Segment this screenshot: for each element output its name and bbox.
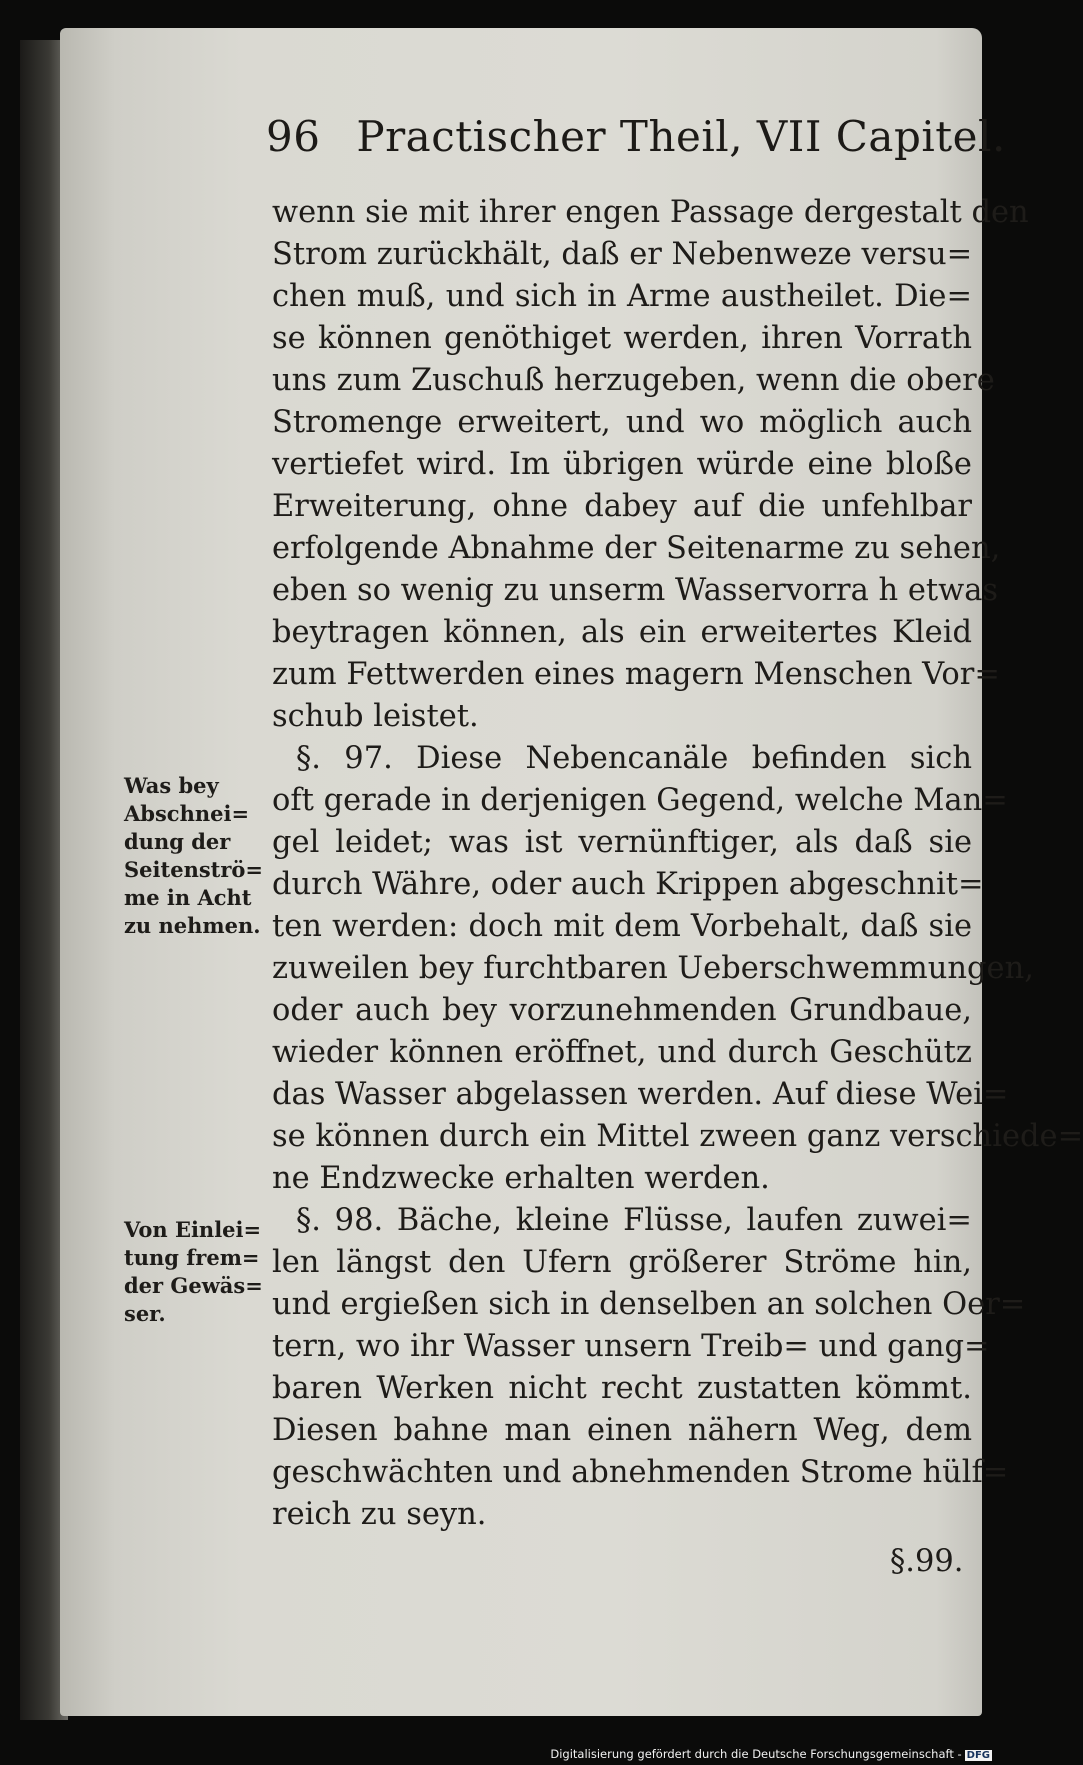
margin-note-line: Was bey [124,773,219,798]
text-line: beytragen können, als ein erweitertes Kleid [272,615,972,650]
margin-note-line: tung frem= [124,1245,260,1270]
section-97-heading-line: §. 97. Diese Nebencanäle befinden sich [296,741,972,776]
text-line: baren Werken nicht recht zustatten kömmt. [272,1371,972,1406]
text-line: und ergießen sich in denselben an solchen Oer= [272,1287,1026,1322]
text-line: erfolgende Abnahme der Seitenarme zu sehen, [272,531,1001,566]
text-line: schub leistet. [272,699,479,734]
text-line: geschwächten und abnehmenden Strome hülf= [272,1455,1009,1490]
text-line: durch Währe, oder auch Krippen abgeschnit= [272,867,984,902]
margin-note-line: ser. [124,1301,166,1326]
text-line: zum Fettwerden eines magern Menschen Vor= [272,657,1000,692]
text-line: chen muß, und sich in Arme austheilet. Die= [272,279,972,314]
credit-text: Digitalisierung gefördert durch die Deutsche Forschungsgemeinschaft - [550,1747,962,1761]
text-line: eben so wenig zu unserm Wasservorra h etwas [272,573,999,608]
margin-note-line: der Gewäs= [124,1273,263,1298]
text-line: gel leidet; was ist vernünftiger, als daß sie [272,825,972,860]
text-line: len längst den Ufern größerer Ströme hin, [272,1245,972,1280]
margin-note-line: me in Acht [124,885,252,910]
text-line: uns zum Zuschuß herzugeben, wenn die obere [272,363,995,398]
running-title: Practischer Theil, VII Capitel. [356,112,1006,161]
text-line: oder auch bey vorzunehmenden Grundbaue, [272,993,972,1028]
dfg-logo: DFG [966,1750,990,1761]
digitization-credit [550,1747,992,1761]
text-line: reich zu seyn. [272,1497,487,1532]
margin-note-line: Abschnei= [124,801,250,826]
text-line: Stromenge erweitert, und wo möglich auch [272,405,972,440]
margin-note-section-98 [124,1216,264,1328]
text-line: Strom zurückhält, daß er Nebenweze versu= [272,237,973,272]
margin-note-line: zu nehmen. [124,913,261,938]
text-line: ne Endzwecke erhalten werden. [272,1161,770,1196]
text-line: vertiefet wird. Im übrigen würde eine bloße [272,447,972,482]
text-line: Diesen bahne man einen nähern Weg, dem [272,1413,972,1448]
body-text [272,192,1083,1536]
section-98-heading-line: §. 98. Bäche, kleine Flüsse, laufen zuwei= [296,1203,972,1238]
margin-note-line: Seitenströ= [124,857,264,882]
text-line: das Wasser abgelassen werden. Auf diese Wei= [272,1077,1009,1112]
margin-note-section-97 [124,772,264,940]
catchword: §.99. [890,1544,964,1579]
text-line: tern, wo ihr Wasser unsern Treib= und gang= [272,1329,990,1364]
text-line: wieder können eröffnet, und durch Geschütz [272,1035,972,1070]
text-line: se können durch ein Mittel zween ganz verschiede= [272,1119,1083,1154]
margin-note-line: Von Einlei= [124,1217,262,1242]
text-line: Erweiterung, ohne dabey auf die unfehlbar [272,489,972,524]
page-number: 96 [266,112,321,161]
text-line: ten werden: doch mit dem Vorbehalt, daß sie [272,909,972,944]
text-line: wenn sie mit ihrer engen Passage dergestalt den [272,195,1029,230]
margin-note-line: dung der [124,829,231,854]
running-header [266,112,1006,161]
text-line: se können genöthiget werden, ihren Vorrath [272,321,972,356]
text-line: oft gerade in derjenigen Gegend, welche Man= [272,783,1008,818]
text-line: zuweilen bey furchtbaren Ueberschwemmungen, [272,951,1034,986]
